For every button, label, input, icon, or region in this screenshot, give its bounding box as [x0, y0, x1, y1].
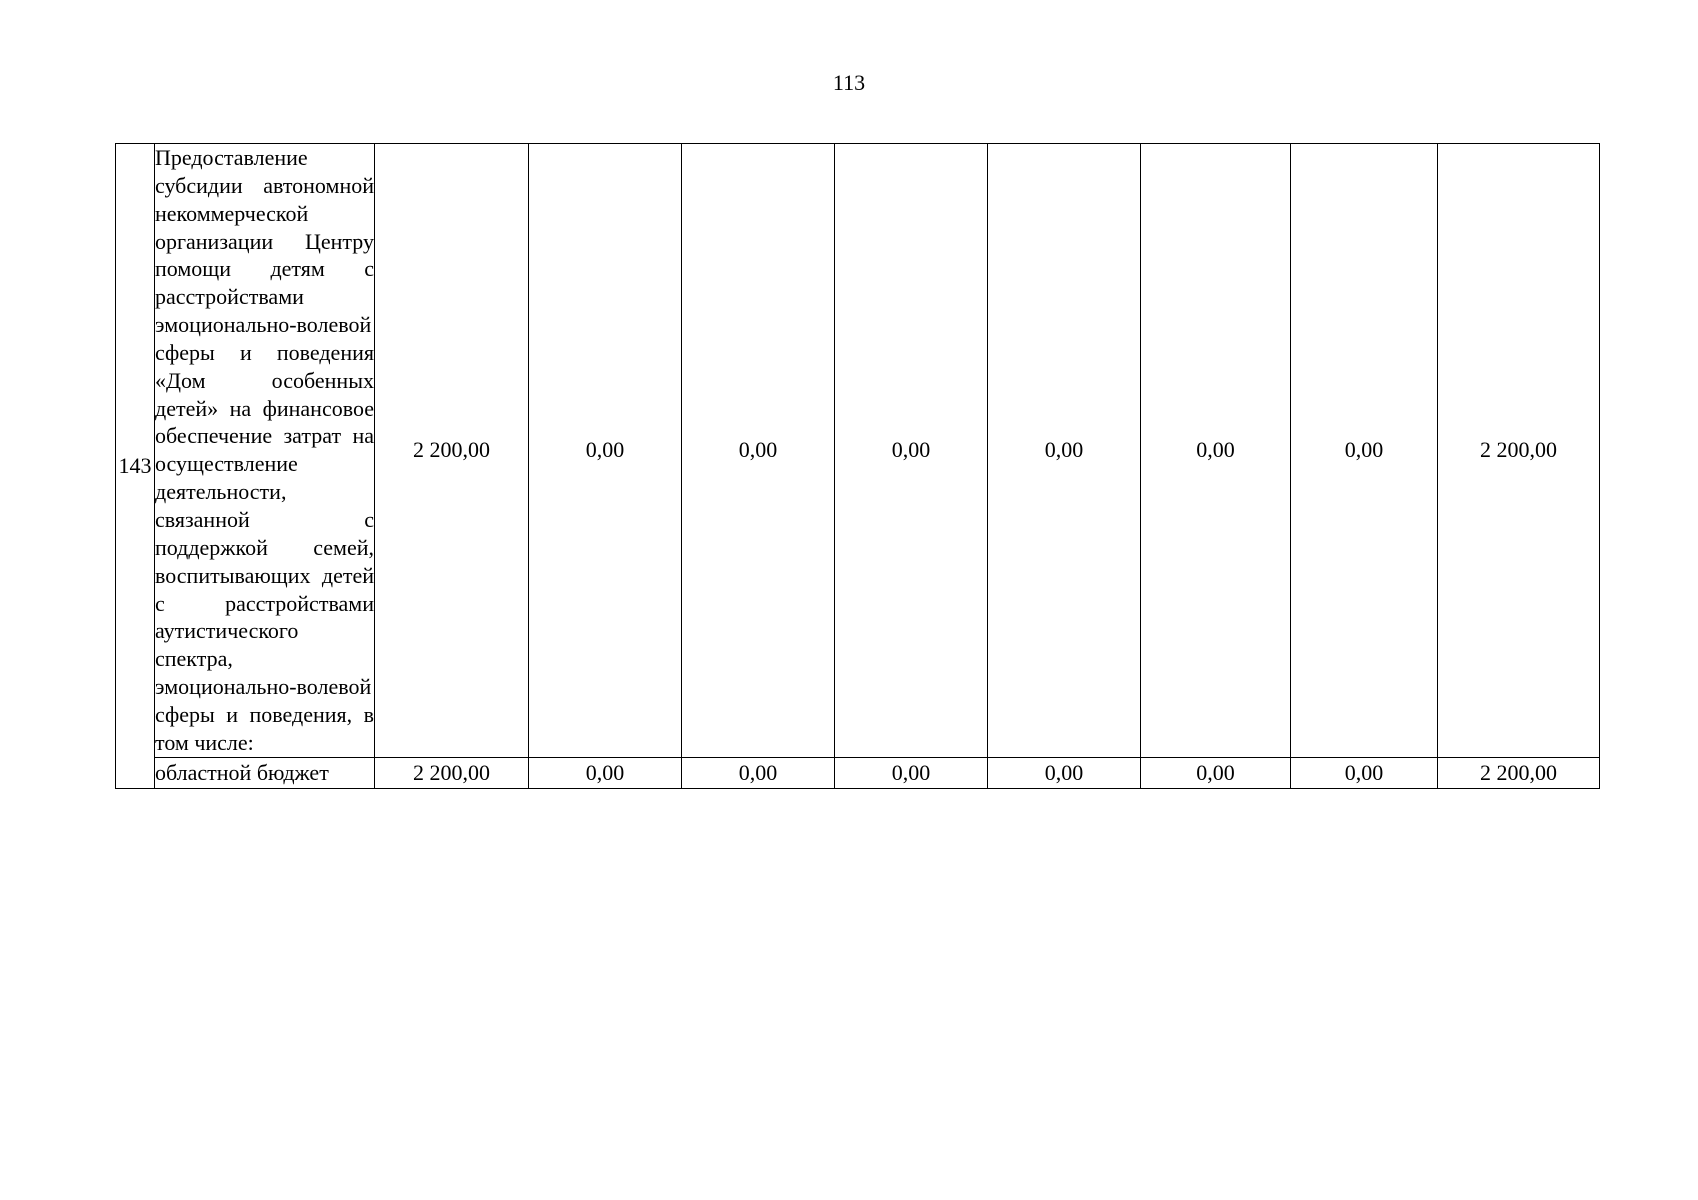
total-cell: 2 200,00 [1438, 144, 1600, 758]
value-cell: 0,00 [529, 757, 682, 788]
total-cell: 2 200,00 [1438, 757, 1600, 788]
value-cell: 0,00 [682, 144, 835, 758]
table-row [116, 757, 1600, 788]
value-cell: 0,00 [1291, 757, 1438, 788]
budget-table [115, 143, 1600, 789]
value-cell: 2 200,00 [375, 757, 529, 788]
value-cell: 0,00 [835, 757, 988, 788]
table-row [116, 144, 1600, 758]
value-cell: 0,00 [1141, 144, 1291, 758]
page-number: 113 [832, 70, 866, 95]
value-cell: 0,00 [1141, 757, 1291, 788]
value-cell: 0,00 [529, 144, 682, 758]
value-cell: 0,00 [988, 144, 1141, 758]
row-number: 143 [116, 144, 155, 789]
value-cell: 0,00 [988, 757, 1141, 788]
value-cell: 2 200,00 [375, 144, 529, 758]
value-cell: 0,00 [835, 144, 988, 758]
row-description: Предоставление субсидии автономной некоммерческой организации Центру помощи детям с расстройствами эмоционально-волевой сферы и поведения «Дом особенных детей» на финансовое обеспечение затрат на осуществление деятельности, связанной с поддержкой семей, воспитывающих детей с расстройствами аутистического спектра, эмоционально-волевой сферы и поведения, в том числе: [155, 145, 374, 755]
subrow-label: областной бюджет [155, 757, 375, 788]
value-cell: 0,00 [1291, 144, 1438, 758]
value-cell: 0,00 [682, 757, 835, 788]
row-description-cell [155, 144, 375, 758]
